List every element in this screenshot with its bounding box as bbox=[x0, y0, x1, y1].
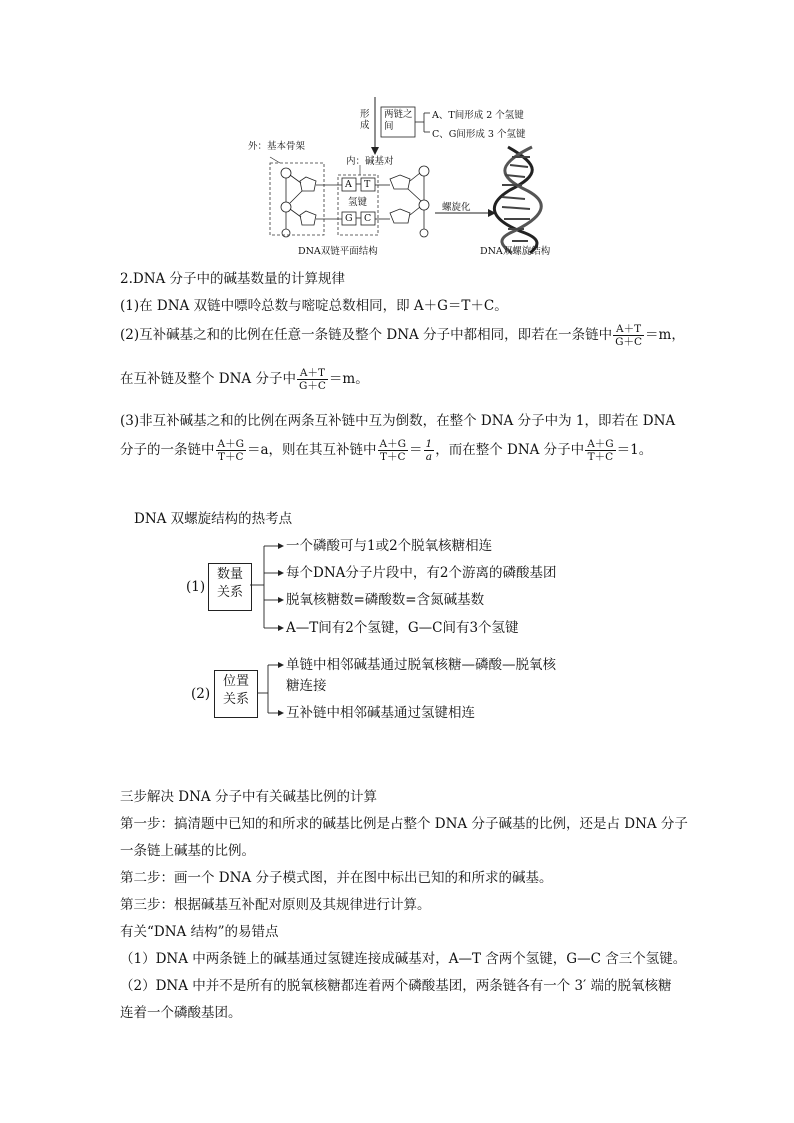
rule-2-text-a: (2)互补碱基之和的比例在任意一条链及整个 DNA 分子中都相同，即若在一条链中 bbox=[120, 327, 613, 343]
base-g: G bbox=[345, 213, 353, 224]
base-a: A bbox=[345, 179, 352, 190]
fraction-numerator: 1 bbox=[425, 438, 433, 450]
gc-bonds-label: C、G间形成 3 个氢键 bbox=[432, 129, 526, 140]
fraction-denominator: G＋C bbox=[615, 336, 643, 348]
fraction-ag-tc-2 bbox=[378, 438, 408, 463]
base-t: T bbox=[364, 179, 371, 190]
fraction-numerator: A＋T bbox=[297, 367, 328, 380]
fraction-numerator: A＋G bbox=[217, 438, 244, 450]
box-line: 位置 bbox=[222, 674, 249, 689]
fraction-denominator: G＋C bbox=[298, 380, 326, 392]
hotspot-item: 糖连接 bbox=[286, 678, 327, 694]
step-1-line-2: 一条链上碱基的比例。 bbox=[120, 843, 255, 859]
fraction-at-gc bbox=[613, 323, 644, 348]
rule-3-line-1: (3)非互补碱基之和的比例在两条互补链中互为倒数，在整个 DNA 分子中为 1，即若在 DNA bbox=[120, 413, 676, 429]
error-2-line-2: 连着一个磷酸基团。 bbox=[120, 1005, 242, 1021]
planar-structure-caption: DNA双链平面结构 bbox=[298, 246, 378, 257]
outer-backbone-label: 外：基本骨架 bbox=[248, 141, 306, 152]
box-line: 关系 bbox=[222, 692, 249, 707]
rule-3-text-d: ，而在整个 DNA 分子中 bbox=[435, 442, 585, 458]
error-1: （1）DNA 中两条链上的碱基通过氢键连接成碱基对，A—T 含两个氢键，G—C 含三个氢键。 bbox=[120, 951, 687, 967]
rule-3-text-e: ＝1。 bbox=[616, 442, 653, 458]
step-1-line-1: 第一步：搞清题中已知的和所求的碱基比例是占整个 DNA 分子碱基的比例，还是占 DNA 分子 bbox=[120, 816, 688, 832]
rule-2-line-1 bbox=[120, 323, 685, 348]
hotspots-title: DNA 双螺旋结构的热考点 bbox=[134, 511, 293, 527]
fraction-denominator: T＋C bbox=[380, 451, 406, 463]
group-1-label: (1) bbox=[186, 579, 206, 595]
fraction-ag-tc bbox=[216, 438, 246, 463]
rule-3-text-c: ＝ bbox=[409, 442, 423, 458]
hotspot-item: 一个磷酸可与1或2个脱氧核糖相连 bbox=[286, 538, 493, 554]
box-line: 数量 bbox=[216, 567, 243, 582]
rule-3-text-a: 分子的一条链中 bbox=[120, 442, 215, 458]
dna-structure-diagram bbox=[240, 95, 570, 260]
rule-2-text-d: ＝m。 bbox=[328, 371, 369, 387]
quantity-relation-box bbox=[208, 563, 252, 611]
fraction-numerator: A＋T bbox=[613, 323, 644, 336]
rule-1: (1)在 DNA 双链中嘌呤总数与嘧啶总数相同，即 A＋G＝T＋C。 bbox=[120, 298, 508, 314]
rule-2-text-c: 在互补链及整个 DNA 分子中 bbox=[120, 371, 296, 387]
double-helix-graphic bbox=[494, 147, 541, 253]
steps-title: 三步解决 DNA 分子中有关碱基比例的计算 bbox=[120, 789, 377, 805]
helix-arrow-label: 螺旋化 bbox=[442, 202, 471, 213]
group-2-label: (2) bbox=[191, 686, 211, 702]
hotspot-item: 单链中相邻碱基通过脱氧核糖—磷酸—脱氧核 bbox=[286, 657, 556, 673]
rules-heading: 2.DNA 分子中的碱基数量的计算规律 bbox=[120, 271, 346, 287]
between-strands-label: 两链之间 bbox=[384, 109, 413, 132]
fraction-numerator: A＋G bbox=[379, 438, 407, 450]
box-line: 关系 bbox=[216, 585, 243, 600]
fraction-ag-tc-3 bbox=[585, 438, 615, 463]
errors-title: 有关“DNA 结构”的易错点 bbox=[120, 924, 279, 940]
step-2: 第二步：画一个 DNA 分子模式图，并在图中标出已知的和所求的碱基。 bbox=[120, 870, 553, 886]
fraction-at-gc-2 bbox=[297, 367, 328, 392]
fraction-denominator: T＋C bbox=[587, 451, 614, 463]
rule-2-line-2 bbox=[120, 367, 369, 392]
hotspot-item: 每个DNA分子片段中，有2个游离的磷酸基团 bbox=[286, 565, 557, 581]
inner-base-pair-label: 内：碱基对 bbox=[346, 156, 394, 167]
at-bonds-label: A、T间形成 2 个氢键 bbox=[432, 110, 524, 121]
rule-2-text-b: ＝m， bbox=[645, 327, 685, 343]
base-c: C bbox=[364, 213, 372, 224]
hotspot-item: A—T间有2个氢键，G—C间有3个氢键 bbox=[286, 620, 519, 636]
hotspot-item: 互补链中相邻碱基通过氢键相连 bbox=[286, 705, 475, 721]
fraction-one-over-a bbox=[424, 438, 435, 463]
helix-structure-caption: DNA双螺旋结构 bbox=[480, 246, 551, 257]
rule-3-line-2 bbox=[120, 438, 652, 463]
error-2-line-1: （2）DNA 中并不是所有的脱氧核糖都连着两个磷酸基团，两条链各有一个 3′ 端的脱氧核糖 bbox=[120, 978, 672, 994]
rule-3-text-b: ＝a，则在其互补链中 bbox=[246, 442, 377, 458]
fraction-denominator: T＋C bbox=[217, 451, 244, 463]
hotspot-item: 脱氧核糖数=磷酸数=含氮碱基数 bbox=[286, 592, 485, 608]
position-relation-box bbox=[214, 670, 258, 718]
hydrogen-bond-label: 氢键 bbox=[348, 197, 368, 208]
fraction-numerator: A＋G bbox=[587, 438, 614, 450]
fraction-denominator: a bbox=[425, 451, 432, 463]
step-3: 第三步：根据碱基互补配对原则及其规律进行计算。 bbox=[120, 897, 431, 913]
formation-label: 形成 bbox=[360, 109, 370, 131]
